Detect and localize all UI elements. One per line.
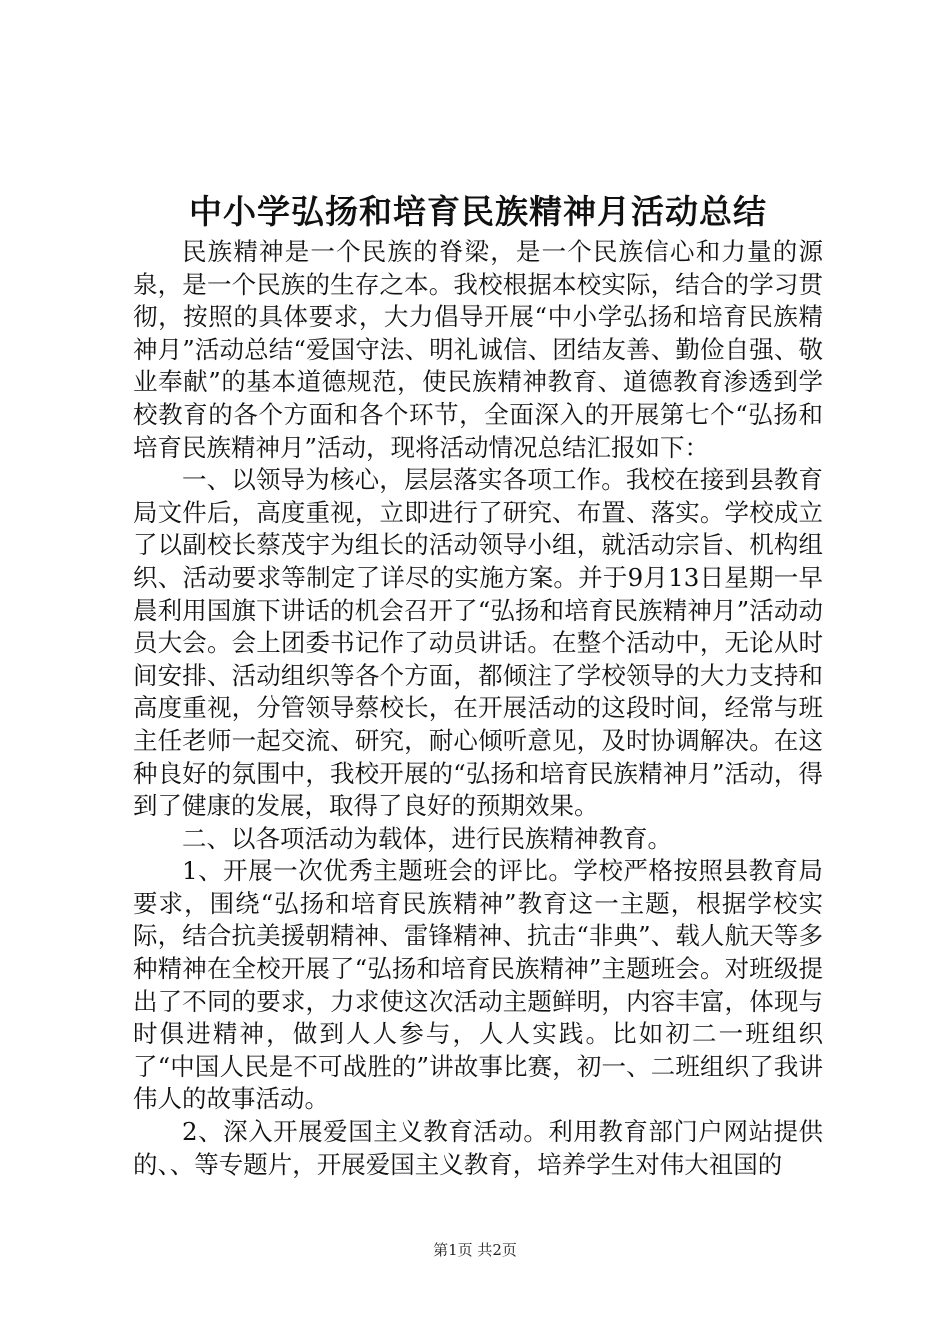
paragraph-intro: 民族精神是一个民族的脊梁，是一个民族信心和力量的源泉，是一个民族的生存之本。我校根据本校实际，结合的学习贯彻，按照的具体要求，大力倡导开展“中小学弘扬和培育民族精神月”活动总结“爱国守法、明礼诚信、团结友善、勤俭自强、敬业奉献”的基本道德规范，使民族精神教育、道德教育渗透到学校教育的各个方面和各个环节，全面深入的开展第七个“弘扬和培育民族精神月”活动，现将活动情况总结汇报如下： bbox=[133, 237, 823, 462]
paragraph-item-2: 2、深入开展爱国主义教育活动。利用教育部门户网站提供的、、等专题片，开展爱国主义教育，培养学生对伟大祖国的 bbox=[133, 1117, 823, 1179]
document-title: 中小学弘扬和培育民族精神月活动总结 bbox=[189, 192, 767, 231]
paragraph-item-1: 1、开展一次优秀主题班会的评比。学校严格按照县教育局要求，围绕“弘扬和培育民族精神”教育这一主题，根据学校实际，结合抗美援朝精神、雷锋精神、抗击“非典”、载人航天等多种精神在全校开展了“弘扬和培育民族精神”主题班会。对班级提出了不同的要求，力求使这次活动主题鲜明，内容丰富，体现与时俱进精神，做到人人参与，人人实践。比如初二一班组织了“中国人民是不可战胜的”讲故事比赛，初一、二班组织了我讲伟人的故事活动。 bbox=[133, 856, 823, 1114]
paragraph-section-2-heading: 二、以各项活动为载体，进行民族精神教育。 bbox=[182, 823, 672, 853]
paragraph-section-1: 一、以领导为核心，层层落实各项工作。我校在接到县教育局文件后，高度重视，立即进行了研究、布置、落实。学校成立了以副校长蔡茂宇为组长的活动领导小组，就活动宗旨、机构组织、活动要求等制定了详尽的实施方案。并于9月13日星期一早晨利用国旗下讲话的机会召开了“弘扬和培育民族精神月”活动动员大会。会上团委书记作了动员讲话。在整个活动中，无论从时间安排、活动组织等各个方面，都倾注了学校领导的大力支持和高度重视，分管领导蔡校长，在开展活动的这段时间，经常与班主任老师一起交流、研究，耐心倾听意见，及时协调解决。在这种良好的氛围中，我校开展的“弘扬和培育民族精神月”活动，得到了健康的发展，取得了良好的预期效果。 bbox=[133, 465, 823, 821]
page-number-footer: 第1页 共2页 bbox=[433, 1241, 517, 1259]
document-page bbox=[133, 0, 823, 1181]
document-body bbox=[133, 236, 823, 1181]
